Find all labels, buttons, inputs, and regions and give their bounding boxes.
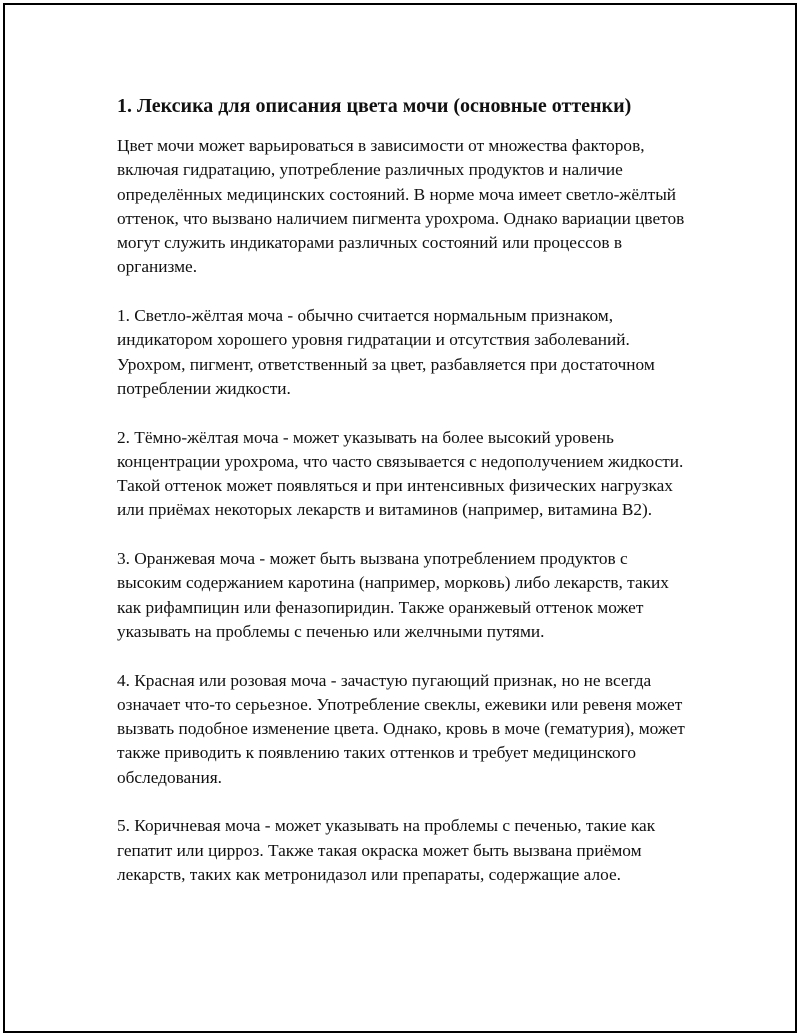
light-yellow-paragraph: 1. Светло-жёлтая моча - обычно считается нормальным признаком, индикатором хорошего уровня гидратации и отсутствия заболеваний. Урохром, пигмент, ответственный за цвет, разбавляется при достаточном потреблении жидкости.	[117, 306, 655, 398]
document-body	[117, 92, 687, 912]
orange-paragraph: 3. Оранжевая моча - может быть вызвана употреблением продуктов с высоким содержанием каротина (например, морковь) либо лекарств, таких как рифампицин или феназопиридин. Также оранжевый оттенок может указывать на проблемы с печенью или желчными путями.	[117, 549, 669, 641]
dark-yellow-paragraph: 2. Тёмно-жёлтая моча - может указывать на более высокий уровень концентрации урохрома, что часто связывается с недополучением жидкости. Такой оттенок может появляться и при интенсивных физических нагрузках или приёмах некоторых лекарств и витаминов (например, витамина B2).	[117, 427, 684, 520]
intro-paragraph: Цвет мочи может варьироваться в зависимости от множества факторов, включая гидратацию, употребление различных продуктов и наличие определённых медицинских состояний. В норме моча имеет светло-жёлтый оттенок, что вызвано наличием пигмента урохрома. Однако вариации цветов могут служить индикаторами различных состояний или процессов в организме.	[117, 136, 685, 277]
red-pink-paragraph: 4. Красная или розовая моча - зачастую пугающий признак, но не всегда означает что-то серьезное. Употребление свеклы, ежевики или ревеня может вызвать подобное изменение цвета. Однако, кровь в моче (гематурия), может также приводить к появлению таких оттенков и требует медицинского обследования.	[117, 670, 685, 787]
brown-paragraph: 5. Коричневая моча - может указывать на проблемы с печенью, такие как гепатит или цирроз. Также такая окраска может быть вызвана приёмом лекарств, таких как метронидазол или препараты, содержащие алое.	[117, 816, 656, 884]
section-heading: 1. Лексика для описания цвета мочи (основные оттенки)	[117, 95, 632, 117]
